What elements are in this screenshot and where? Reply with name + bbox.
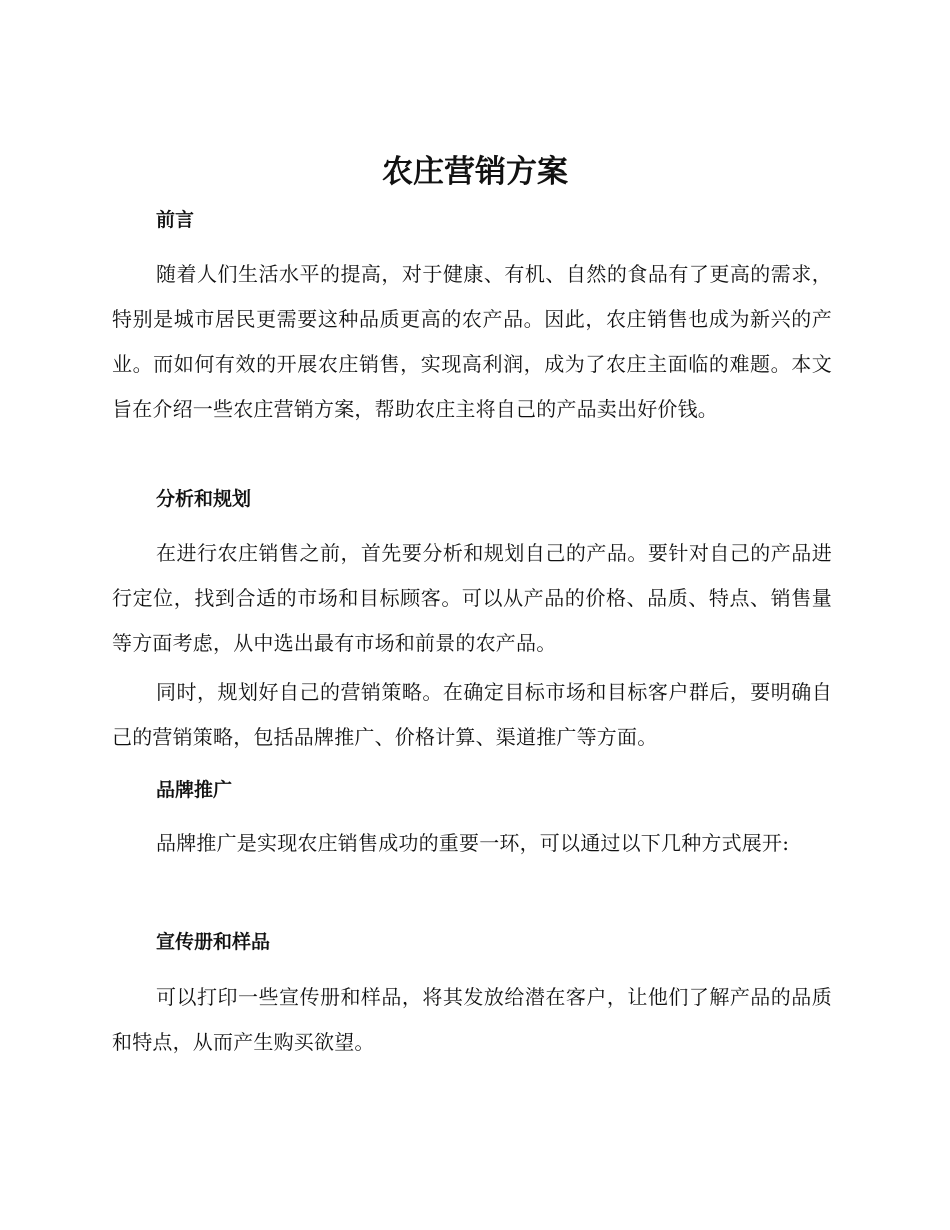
paragraph-brochure: 可以打印一些宣传册和样品，将其发放给潜在客户，让他们了解产品的品质和特点，从而产生购买欲望。: [112, 985, 832, 1054]
paragraph-brand: 品牌推广是实现农庄销售成功的重要一环，可以通过以下几种方式展开:: [156, 831, 790, 855]
paragraph-preface: 随着人们生活水平的提高，对于健康、有机、自然的食品有了更高的需求，特别是城市居民更需要这种品质更高的农产品。因此，农庄销售也成为新兴的产业。而如何有效的开展农庄销售，实现高利润，成为了农庄主面临的难题。本文旨在介绍一些农庄营销方案，帮助农庄主将自己的产品卖出好价钱。: [112, 262, 832, 421]
section-heading-preface: 前言: [156, 209, 195, 231]
page-title: 农庄营销方案: [382, 154, 568, 190]
section-heading-analysis: 分析和规划: [156, 488, 252, 510]
paragraph-analysis-2: 同时，规划好自己的营销策略。在确定目标市场和目标客户群后，要明确自己的营销策略，包括品牌推广、价格计算、渠道推广等方面。: [112, 680, 832, 749]
section-heading-brand: 品牌推广: [156, 779, 233, 801]
section-heading-brochure: 宣传册和样品: [156, 931, 271, 953]
paragraph-analysis-1: 在进行农庄销售之前，首先要分析和规划自己的产品。要针对自己的产品进行定位，找到合适的市场和目标顾客。可以从产品的价格、品质、特点、销售量等方面考虑，从中选出最有市场和前景的农产品。: [112, 541, 832, 655]
